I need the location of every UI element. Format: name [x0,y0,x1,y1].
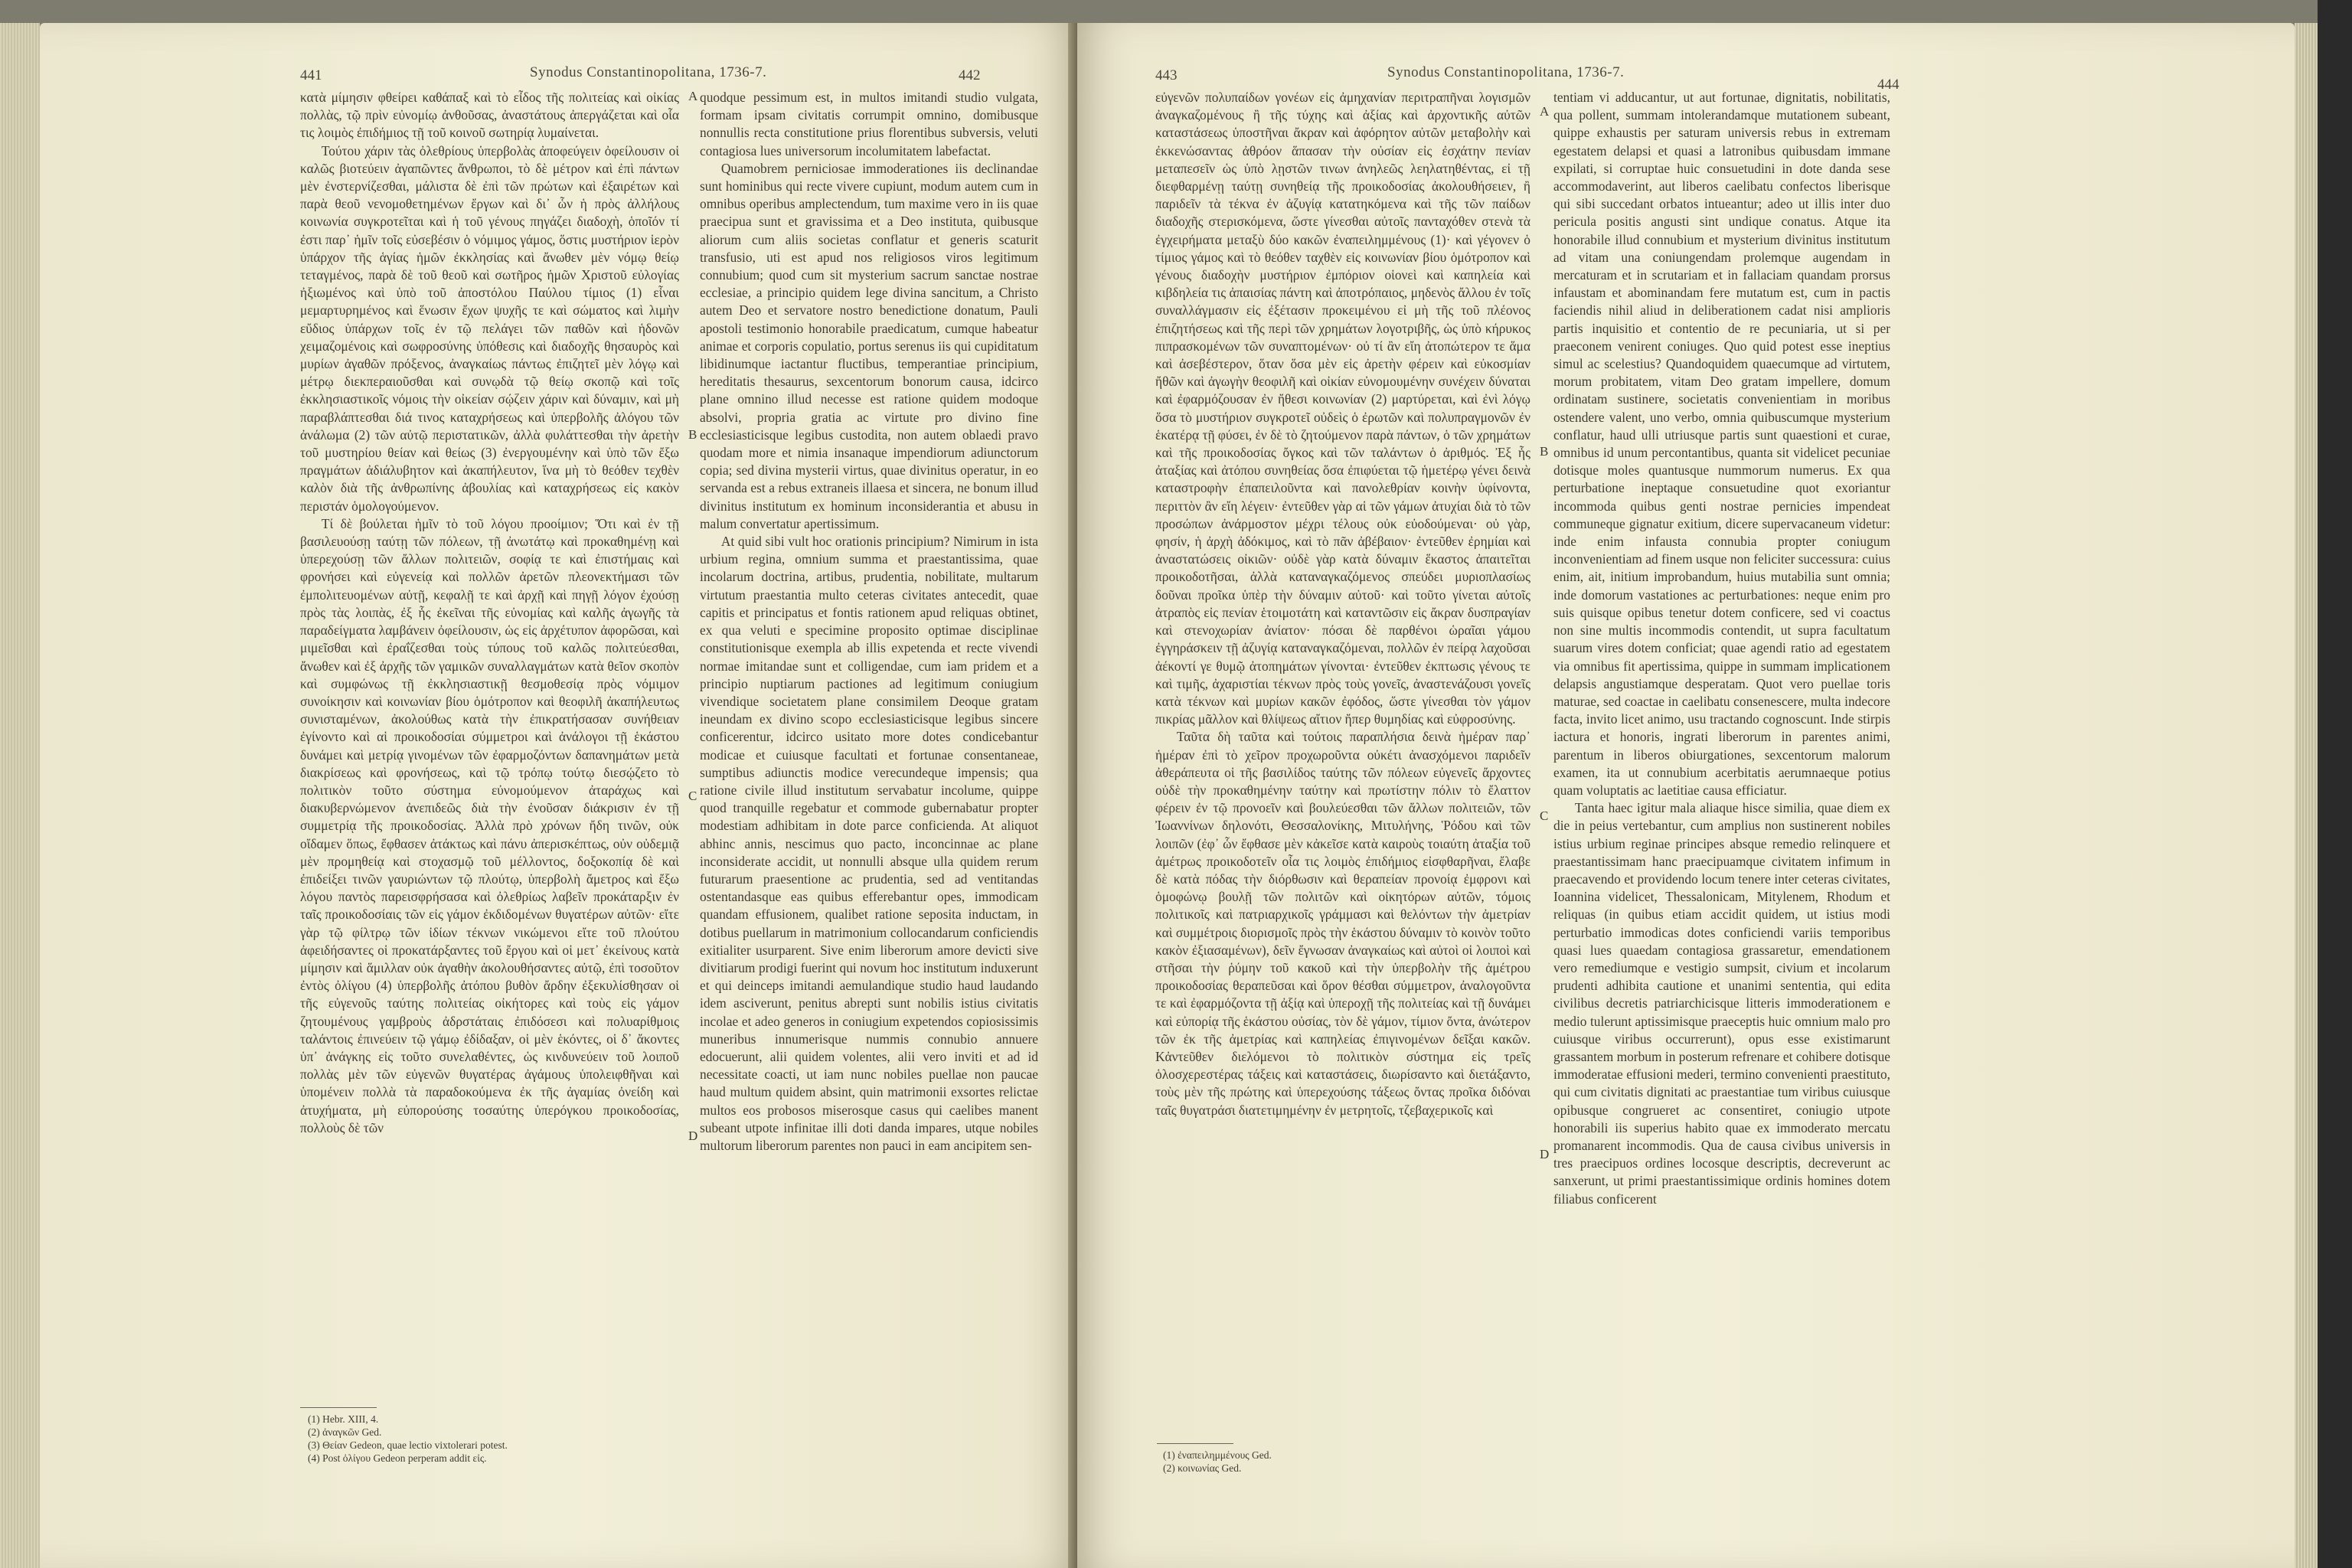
right-page [1077,23,2295,1568]
greek-column [300,89,679,1137]
section-marker: B [688,427,697,442]
greek-column [1155,89,1530,1119]
latin-column [1553,89,1890,1208]
left-page [40,23,1077,1568]
greek-paragraph: Ταῦτα δὴ ταῦτα καὶ τούτοις παραπλήσια δεινὰ ἡμέραν παρ᾽ ἡμέραν ἐπὶ τὸ χεῖρον προχωροῦντα οὐκέτι ἀνασχόμενοι παριδεῖν ἀθεράπευτα οἱ τῆς βασιλίδος ταύτης τῶν πόλεων εὐγενεῖς ἄρχοντες οὐδὲ τὴν προκαθημένην ταύτην καὶ πρωτίστην πόλιν τὸ ἔλαττον φέρειν ἐν τῷ προνοεῖν καὶ βουλεύεσθαι τῶν ἄλλων πολιτειῶν, τῶν Ἰωαννίνων δηλονότι, Θεσσαλονίκης, Μιτυλήνης, Ῥόδου καὶ τῶν λοιπῶν (ἐφ᾽ ὧν ἔφθασε μὲν κἀκεῖσε κατὰ καιροὺς τοιαύτη ἀταξία τοῦ ἀμέτρως προικοδοτεῖν οἷα τις λοιμὸς ἐπιδήμιος εἰσφθαρῆναι, ἔλαβε δὲ κατὰ πόδας τὴν διόρθωσιν καὶ θεραπείαν προνοίᾳ ἐμφρονι καὶ ὁμοφώνῳ βουλῇ τῶν πολιτῶν καὶ οἰκητόρων αὐτῶν, τόμοις πολιτικοῖς καὶ πατριαρχικοῖς γράμμασι καὶ θελόντων τὴν ἀμετρίαν καὶ συμμέτροις διορισμοῖς πρὸς τὴν ἑκάστου δύναμιν τὸ κοινὸν τοῦτο κακὸν ἐξιασαμένων), δεῖν ἔγνωσαν ἀναγκαίως καὶ αὐτοὶ οἱ λοιποὶ καὶ στῆσαι τὴν ῥύμην τοῦ κακοῦ καὶ τὴν ὑπερβολὴν τῆς ἀμέτρου προικοδοσίας θεραπεῦσαι καὶ ὅρον θέσθαι σύμμετρον, ἀναλογοῦντα τε καὶ ἐφαρμόζοντα τῇ ἀξίᾳ καὶ ὑπεροχῇ τῆς πολιτείας καὶ τῇ δυνάμει καὶ εὐπορίᾳ τῆς ἑκάστου οὐσίας, τὸν δὲ γάμον, τίμιον ὄντα, ἀνώτερον τῶν ἐκ τῆς ἀμετρίας καὶ καπηλείας ἐπιγινομένων δεῖξαι κακῶν. Κἀντεῦθεν διελόμενοι τὸ πολιτικὸν σύστημα εἰς τρεῖς ὁλοσχερεστέρας τάξεις καὶ καταστάσεις, διωρίσαντο καὶ διετάξαντο, τοὺς μὲν τῆς πρώτης καὶ ὑπερεχούσης τάξεως ὄντας προῖκα διδόναι ταῖς θυγατράσι διατετιμημένην ἐν μετρητοῖς, τζεβαχερικοῖς καὶ [1155,729,1530,1118]
footnote: (2) κοινωνίας Ged. [1163,1462,1242,1474]
section-marker: C [1540,808,1549,823]
running-head: Synodus Constantinopolitana, 1736-7. [1387,64,1625,80]
running-head: Synodus Constantinopolitana, 1736-7. [530,64,767,80]
page-number: 443 [1155,67,1178,83]
section-marker: C [688,789,697,803]
page-edge-left [0,23,40,1568]
footnotes [308,1413,508,1465]
footnote: (4) Post ὀλίγου Gedeon perperam addit εἰς. [308,1452,487,1464]
section-marker: A [1540,104,1550,119]
latin-paragraph: tentiam vi adducantur, ut aut fortunae, dignitatis, nobilitatis, qua pollent, summam intolerandamque mutationem subeant, quippe exhaustis per saturam universis rebus in extremam egestatem delapsi et quasi a latronibus quibusdam immane expilati, si corruptae huic consuetudini in dote danda sese accommodaverint, aut liberos caelibatu confectos liberisque qui sibi succedant orbatos intueantur; adeo ut illis inter duo pericula positis angusti sint undique conatus. Atque ita honorabile illud connubium et mysterium divinitus institutum ad vitam una coniungendam prolemque augendam in mercaturam et in scrutariam et in fallaciam quandam prorsus infaustam et abominandam fere mutatum est, cum in pactis faciendis nihil aliud in deliberationem cadat nisi amplioris partis inquisitio et contentio de re pecuniaria, ut si per praeconem venirent coniuges. Quo quid potest esse ineptius simul ac scelestius? Quandoquidem quaecumque ad virtutem, morum probitatem, vitam Deo gratam impellere, domum ordinatam sustinere, societatis convenientiam in moribus ostendere valent, uno verbo, omnia quibuscumque mysterium conflatur, haud ulli utriusque partis sunt quaestioni et curae, omnibus id unum percontantibus, quanta sit videlicet pecuniae dotisque moles quantusque nummorum numerus. Ex qua perturbatione ineptaque consuetudine quot exoriantur incommoda quibus genti nostrae pernicies impendeat communeque gignatur exitium, dicere supervacaneum videtur: inde enim infausta connubia propter coniugum inconvenientiam ad finem usque non feliciter successura: cuius enim, ait, initium improbandum, huius mutabilia sunt omnia; inde domorum vastationes ac perturbationes: neque enim pro suis quisque opibus tenetur dotem conficere, sed vi coactus non sine multis incommodis contendit, ut supra facultatum suarum vires dotem conficiat; quae agendi ratio ad egestatem via omnibus fit apertissima, quippe in summam implicationem delapsis angustiamque desperatam. Quot vero puellae toris maturae, sed coactae in caelibatu consenescere, multa indecore facta, invito licet animo, usu tractando cognoscunt. Inde stirpis iactura et honoris, ingrati liberorum in parentes animi, parentum in liberos obiurgationes, sexcentorum malorum examen, ita ut connubium acerbitatis aerumnaeque potius quam voluptatis ac laetitiae causa efficiatur. [1553,90,1890,798]
page-edge-right [2295,23,2318,1568]
section-marker: D [688,1129,698,1143]
latin-paragraph: quodque pessimum est, in multos imitandi studio vulgata, formam ipsam civitatis corrumpit omnino, domibusque nonnullis recta constitutione prius florentibus subversis, veluti contagiosa lues universorum incolumitatem labefactat. [700,90,1038,158]
greek-paragraph: κατὰ μίμησιν φθείρει καθάπαξ καὶ τὸ εἶδος τῆς πολιτείας καὶ οἰκίας πολλὰς, τῷ πρὶν εὐνομίῳ ἀνθοῦσας, ἀναστάτους ἀπεργάζεται καὶ οἷα τις λοιμὸς ἐπιδήμιος τῇ τοῦ κοινοῦ σωτηρίᾳ λυμαίνεται. [300,90,679,141]
footnote-rule [1157,1443,1233,1444]
footnote: (2) ἀναγκῶν Ged. [308,1426,382,1438]
greek-paragraph: εὐγενῶν πολυπαίδων γονέων εἰς ἀμηχανίαν περιτραπῆναι λογισμῶν ἀναγκαζομένους ἢ τῆς τύχης καὶ ἀξίας καὶ ἀρχοντικῆς αὐτῶν καταστάσεως ὑποστῆναι ἄκραν καὶ ἀφόρητον αὐτῶν μεταβολὴν καὶ ἐκκενώσαντας ἀθρόον ἅπασαν τὴν οὐσίαν εἰς ἐσχάτην πενίαν μεταπεσεῖν ὡς ὑπὸ λῃστῶν τινων ἀνηλεῶς λεηλατηθέντας, εἰ τῇ διεφθαρμένῃ ταύτῃ συνηθείᾳ τῆς προικοδοσίας ἀκολουθήσειεν, ἢ παριδεῖν τὰ τέκνα ἐν ἀζυγίᾳ κατατηκόμενα καὶ τῆς τῶν παίδων διαδοχῆς στερισκόμενα, ὥστε γίνεσθαι αὐτοῖς πανταχόθεν στενὰ τὰ ἐγχειρήματα μεταξὺ δύο κακῶν ἐναπειλημμένους (1)· καὶ γέγονεν ὁ τίμιος γάμος καὶ τὸ θεόθεν ταχθὲν εἰς κοινωνίαν βίου ὁμότροπον καὶ γένους διαδοχὴν μυστήριον ἐμπόριον οἱονεὶ καὶ καπηλεία καὶ κιβδηλεία τις ἀπαισίας πάντη καὶ ἀποτρόπαιος, μηδενὸς ἄλλου ἐν τοῖς συναλλάγμασιν εἰς ἐξέτασιν προκειμένου εἰ μὴ τῆς τοῦ πλέονος ἐπιζητήσεως καὶ τῆς περὶ τῶν χρημάτων λογοτριβῆς, ὡς ὑπὸ κήρυκος πιπρασκομένων τῶν συναπτομένων· οὐ τί ἂν εἴη ἀτοπώτερον τε ἅμα καὶ ἀσεβέστερον, ὅταν ὅσα μὲν εἰς ἀρετὴν φέρειν καὶ εὐκοσμίαν ἤθῶν καὶ ἀγωγὴν θεοφιλῆ καὶ οἰκίαν εὐνομουμένην συνέχειν δύναται καὶ ἐφαρμόζουσαν ἐν ἤθεσι κοινωνίαν (2) μαρτύρεται, καὶ ἐνὶ λόγῳ ὅσα τὸ μυστήριον συγκροτεῖ οὐδεὶς ὁ ἐρωτῶν καὶ πολυπραγμονῶν ἐν ἑκατέρᾳ τῇ φύσει, ἐν δὲ τὸ ζητούμενον παρὰ πάντων, ὁ τῶν χρημάτων καὶ τῆς προικοδοσίας ὄγκος καὶ τῶν ταλάντων ὁ ἀριθμός. Ἐξ ἧς ἀταξίας καὶ ἀτόπου συνηθείας ὅσα ἐπιφύεται τῷ ἡμετέρῳ γένει δεινὰ καταστροφὴν ἐπαπειλοῦντα καὶ πανολεθρίαν κοινὴν ὑφίνοντα, περιττὸν ἂν εἴη λέγειν· ἐντεῦθεν γὰρ αἱ τῶν γάμων ἀτυχίαι διὰ τὸ τῶν προσώπων ἀνάρμοστον μέχρι τέλους οὐκ εὐοδούμεναι· οὐ γὰρ, φησίν, ἡ ἀρχὴ ἀδόκιμος, καὶ τὸ πᾶν ἀβέβαιον· ἐντεῦθεν ἐρημίαι καὶ ἀναστατώσεις οἰκιῶν· οὐδὲ γὰρ κατὰ δύναμιν ἕκαστος ἀπαιτεῖται προικοδοτῆσαι, ἀλλὰ καταναγκαζόμενος σπεύδει μυριοπλασίως δοῦναι προῖκα ὑπὲρ τὴν δύναμιν αὐτοῦ· καὶ τοῦτο γίνεται αὐτοῖς ἀτραπὸς εἰς πενίαν ἑτοιμοτάτη καὶ καταντῶσιν εἰς ἄκραν δυσπραγίαν καὶ στενοχωρίαν ἀνίατον· πόσαι δὲ παρθένοι ὡραῖαι γάμου ἐγγηράσκειν τῇ ἀζυγίᾳ καταναγκαζόμεναι, πολλῶν ἐν πείρᾳ λαχοῦσαι ἀέκοντί γε θυμῷ ἀτοπημάτων γίνονται· ἐντεῦθεν ἐκπτωσις γένους τε καὶ τιμῆς, ἀχαριστίαι τέκνων πρὸς τοὺς γονεῖς, ἀναστενάζουσι γονεῖς κατὰ τέκνων καὶ μυρίων κακῶν ἐφόδος, ὥστε γίνεσθαι τὸν γάμον πικρίας μᾶλλον καὶ θλίψεως αἴτιον ἤπερ θυμηδίας καὶ εὐφροσύνης. [1155,90,1530,727]
section-marker: A [688,89,698,103]
page-number: 444 [1877,77,1900,93]
latin-paragraph: Quamobrem perniciosae immoderationes iis declinandae sunt hominibus qui recte vivere cupiunt, modum autem cum in omnibus operibus amplectendum, tum maxime vero in iis quae praecipua sunt et gravissima et a Deo instituta, quibusque aliorum cum aliis societas conflatur et generis scaturit transfusio, uti est apud nos religiosos viros legitimum connubium; quod cum sit mysterium sacrum sanctae nostrae ecclesiae, a principio quidem lege divina sancitum, a Christo autem Deo et servatore nostro benedictione donatum, Pauli apostoli testimonio honorabile praedicatum, cumque habeatur animae et corporis copulatio, portus serenus iis qui cupiditatum libidinumque iactantur fluctibus, temperantiae principium, hereditatis thesaurus, sexcentorum bonorum causa, idcirco plane omnino illud necesse est ratione quidem modoque absolvi, propria gratia ac virtute pro divino fine ecclesiasticisque legibus custodita, non autem oblaedi pravo quodam more et nimia insanaque impendiorum adiunctorum copia; sed divina mysterii virtus, quae divinitus operatur, in eo servanda est a rebus extraneis illaesa et sincera, ne bonum illud divinitus institutum ex hominum inconsiderantia et abusu in malum convertatur apertissimum. [700,160,1038,531]
section-marker: D [1540,1147,1550,1161]
latin-paragraph: At quid sibi vult hoc orationis principium? Nimirum in ista urbium regina, omnium summa et praestantissima, quae incolarum doctrina, artibus, prudentia, nobilitate, multarum virtutum praestantia multo ceteras civitates antecedit, quae capitis et principatus et fontis rationem apud reliquas obtinet, ex qua veluti e specimine proposito optimae disciplinae constitutionisque exempla ab illis expetenda et recte vivendi normae imitandae sunt et colligendae, cum iam pridem et a principio nuptiarum pactiones ad legitimum coniugium vivendique societatem plane consimilem Deoque gratam ineundam ex divino scopo ecclesiasticisque legibus sincere conficerentur, idcirco usitato more dotes condicebantur modicae et cuiusque facultati et fortunae consentaneae, sumptibus adiunctis modice verecundeque impensis; qua ratione civile illud institutum servabatur incolume, quippe quod tranquille regebatur et commode gubernabatur propter modestiam adhibitam in dote parce conficienda. At aliquot abhinc annis, nescimus quo pacto, inconcinnae ac plane inconsiderate accidit, ut nonnulli absque ulla quidem rerum futurarum praesentione ac prudentia, sed ad ventitandas ostentandasque eas quibus efferebantur opes, immodicam quandam effusionem, qualibet ratione seposita inductam, in dotibus puellarum in matrimonium collocandarum conficiendis exitialiter usurparent. Sive enim liberorum amore devicti sive divitiarum prodigi fuerint qui novum hoc institutum induxerunt et qui deinceps imitandi aemulandique studio haud laudando idem asciverunt, penitus abrepti sunt nobilis istius civitatis incolae et adeo generos in coniugium expetendos copiosissimis muneribus innumerisque nummis connubio annuere edocuerunt, alii quidem volentes, alii vero inviti et ad id necessitate coacti, ut iam nunc nobiles puellae non paucae haud multum quidem absint, quin matrimonii exsortes relictae multos eos probosos miserosque casus qui caelibes manent subeant utpote infinitae illi doti danda impares, utque nobiles multorum liberorum parentes non pauci in eam ancipitem sen- [700,534,1038,1153]
greek-paragraph: Τούτου χάριν τὰς ὀλεθρίους ὑπερβολὰς ἀποφεύγειν ὀφείλουσιν οἱ καλῶς βιοτεύειν ἀγαπῶντες ἄνθρωποι, τὸ δὲ μέτρον καὶ ἐπὶ πάντων μὲν ἐνστερνίζεσθαι, μάλιστα δὲ ἐπὶ τῶν πρώτων καὶ ἐξαιρέτων καὶ παρὰ θεοῦ νενομοθετημένων ἔργων καὶ δι᾽ ὧν ἡ πρὸς ἀλλήλους κοινωνία συγκροτεῖται καὶ ἡ τοῦ γένους πηγάζει διαδοχὴ, ὁποῖόν τί ἐστι παρ᾽ ἡμῖν τοῖς εὐσεβέσιν ὁ νόμιμος γάμος, ὅστις μυστήριον ἱερὸν ὑπάρχον τῆς ἁγίας ἡμῶν ἐκκλησίας καὶ ἄνωθεν μὲν νόμῳ θείῳ τεταγμένος, παρὰ δὲ τοῦ θεοῦ καὶ σωτῆρος ἡμῶν Χριστοῦ εὐλογίας ἠξιωμένος καὶ ὑπὸ τοῦ ἀποστόλου Παύλου τίμιος (1) εἶναι μεμαρτυρημένος καὶ ἕνωσιν ἔχων ψυχῆς τε καὶ σώματος καὶ λιμὴν εὔδιος ὑπάρχων τοῖς ἐν τῷ πελάγει τῶν παθῶν καὶ ἡδονῶν χειμαζομένοις καὶ σωφροσύνης ὑπόθεσις καὶ διαδοχῆς θησαυρὸς καὶ μυρίων ἀγαθῶν πρόξενος, ἀναγκαίως πάντως ἐπιζητεῖ μὲν λόγῳ καὶ μέτρῳ διεκπεραιοῦσθαι καὶ συνῳδὰ τῷ θείῳ σκοπῷ καὶ τοῖς ἐκκλησιαστικοῖς νόμοις τὴν οἰκείαν σῴζειν χάριν καὶ δύναμιν, καὶ μὴ παραβλάπτεσθαι διά τινος καταχρήσεως καὶ ὑπερβολῆς ἀλόγου τῶν ἀνάλωμα (2) τῶν αὐτῷ περιστατικῶν, ἀλλὰ φυλάττεσθαι τὴν ἀρετὴν τοῦ μυστηρίου θείαν καὶ θείως (3) ἐνεργουμένην καὶ ὑπὸ τῶν ἔξω πραγμάτων ἀδιάλυβητον καὶ ἀκαπήλευτον, ἵνα μὴ τὸ θεόθεν τεχθὲν καλὸν διὰ τῆς ἀνθρωπίνης ἀβουλίας καὶ καταχρήσεως εἰς κακὸν περιστάν ὁμολογούμενον. [300,142,679,514]
page-number: 442 [959,67,981,83]
footnote-rule [300,1407,377,1408]
latin-column [700,89,1038,1155]
footnote: (1) ἐναπειλημμένους Ged. [1163,1449,1272,1461]
footnote: (3) Θείαν Gedeon, quae lectio vixtolerari potest. [308,1439,508,1451]
footnote: (1) Hebr. XIII, 4. [308,1413,379,1425]
section-marker: B [1540,444,1549,459]
footnotes [1163,1449,1272,1475]
greek-paragraph: Τί δὲ βούλεται ἡμῖν τὸ τοῦ λόγου προοίμιον; Ὅτι καὶ ἐν τῇ βασιλευούσῃ ταύτῃ τῶν πόλεων, τῇ ἀνωτάτῳ καὶ προκαθημένῃ καὶ ὑπερεχούσῃ τῶν ἄλλων πολιτειῶν, σοφίᾳ τε καὶ ἐπιστήμαις καὶ φρονήσει καὶ εὐγενείᾳ καὶ πολλῶν ἀρετῶν πλεονεκτήμασι τῶν ἐμπολιτευομένων αὐτῇ, κεφαλῇ τε καὶ ἀρχῇ καὶ πηγῇ λόγον ἐχούσῃ πρὸς τὰς λοιπὰς, ἐξ ἧς ἐκεῖναι τῆς εὐνομίας καὶ καλῆς ἀγωγῆς τὰ παραδείγματα λαμβάνειν ὀφείλουσιν, ὡς εἰς ἀρχέτυπον ἀφορῶσαι, καὶ μιμεῖσθαι καὶ ἐραΐζεσθαι τοὺς τύπους τοῦ καλῶς πολιτεύεσθαι, ἄνωθεν καὶ ἐξ ἀρχῆς τῶν γαμικῶν συναλλαγμάτων κατὰ θεῖον σκοπὸν καὶ συμφώνως τῇ ἐκκλησιαστικῇ θεσμοθεσίᾳ πρὸς νόμιμον συνοίκησιν καὶ κοινωνίαν βίου ὁμότροπον καὶ θεοφιλῆ ἀκαπήλευτως συνισταμένων, ἀκολούθως κατὰ τὴν ἐπικρατήσασαν συνήθειαν ἐγίνοντο καὶ αἱ προικοδοσίαι σύμμετροι καὶ ἀνάλογοι τῇ ἑκάστου δυνάμει καὶ μετρίᾳ γινομένων τῶν ἐφαρμοζόντων δαπανημάτων μετὰ διακρίσεως καὶ φρονήσεως, καὶ τῷ τρόπῳ τούτῳ διεσῴζετο τὸ πολιτικὸν τοῦτο σύστημα εὐνομούμενον ἀταράχως καὶ διακυβερνώμενον ἀνεπιδεῶς διὰ τὴν ἐνοῦσαν διάκρισιν ἐν τῇ συμμετρίᾳ τῆς προικοδοσίας. Ἀλλὰ πρὸ χρόνων ἤδη τινῶν, οὐκ οἴδαμεν ὅπως, ἔφθασεν ἀτάκτως καὶ πάνυ ἀπερισκέπτως, οὐν οὐδεμιᾷ μὲν προμηθείᾳ καὶ στοχασμῷ τοῦ μέλλοντος, δοξοκοπίᾳ δὲ καὶ ἐπιδείξει τινῶν γαυριώντων τῷ πλούτῳ, ὑπερβολὴ ἄμετρος καὶ ἔξω λόγου παντὸς παρεισφρήσασα καὶ ὀλεθρίως λαβεῖν προκάταρξιν ἐν ταῖς προικοδοσίαις τῶν εἰς γάμον ἐκδιδομένων θυγατέρων αὐτῶν· εἴτε γὰρ τῷ φίλτρῳ τῶν ἰδίων τέκνων νικώμενοι εἴτε τοῦ πλούτου ἀφειδήσαντες οἱ προκατάρξαντες τοῦ ἔργου καὶ οἱ μετ᾽ ἐκείνους κατὰ μίμησιν καὶ ἅμιλλαν οὐκ ἀγαθὴν ἀκολουθήσαντες αὐτῷ, ἐπὶ τοσοῦτον ἐντὸς ὀλίγου (4) ὑπερβολῆς ἀτόπου βυθὸν ἄρδην ἐξεκυλίσθησαν οἱ τῆς εὐγενοῦς ταύτης πολιτείας οἰκήτορες καὶ τοὺς εἰς γάμον ζητουμένους γαμβροὺς ἀδρστάταις ἐπιδόσεσι καὶ πολυαρίθμοις ταλάντοις ἐπινεύειν τῷ γάμῳ ἐδίδαξαν, οἱ μὲν ἑκόντες, οἱ δ᾽ ἄκοντες ὑπ᾽ ἀνάγκης εἰς τοῦτο συνελαθέντες, ὡς κινδυνεύειν τοῦ λοιποῦ πολλὰς μὲν τῶν εὐγενῶν θυγατέρας ἀγάμους ὑπολειφθῆναι καὶ ὑπομένειν πολλὰ τὰ παραδοκούμενα ἐκ τῆς ἀγαμίας ὀνείδη καὶ ἀτυχήματα, μὴ εὐπορούσης τοσαύτης ὑπερόγκου προικοδοσίας, πολλοὺς δὲ τῶν [300,515,679,1135]
latin-paragraph: Tanta haec igitur mala aliaque hisce similia, quae diem ex die in peius vertebantur, cum amplius non sustinerent nobiles istius urbium reginae principes absque remedio relinquere et praestantissimam hanc praecipuamque civitatem infimum in praecavendo et providendo locum tenere inter ceteras civitates, Ioannina videlicet, Thessalonicam, Mitylenem, Rhodum et reliquas (in quibus etiam accidit quidem, ut istius modi perturbatio immodicas dotes conficiendi variis temporibus quasi lues quaedam contagiosa grassaretur, emendationem vero remediumque e vestigio sumpsit, civium et incolarum prudenti adhibita cautione et unanimi sententia, qui edita civilibus decretis patriarchicisque litteris immoderationem e medio tulerunt aptissimisque praeceptis huic omnium malo pro cuiusque viribus occurrerunt), opus esse existimarunt grassantem morbum in posterum refrenare et cohibere dotisque immoderatae effusioni mederi, termino convenienti praestituto, qui cum civitatis dignitati ac praestantiae tum viribus cuiusque opibusque congrueret ac consentiret, coniugio utpote honorabili iis superius habito quae ex immoderato mercatu promanarent incommodis. Qua de causa civibus universis in tres praecipuos ordines locosque descriptis, decreverunt ac sanxerunt, ut primi praestantissimique ordinis homines dotem filiabus conficerent [1553,800,1890,1207]
page-number: 441 [300,67,322,83]
book-cover-edge [2318,0,2352,1568]
